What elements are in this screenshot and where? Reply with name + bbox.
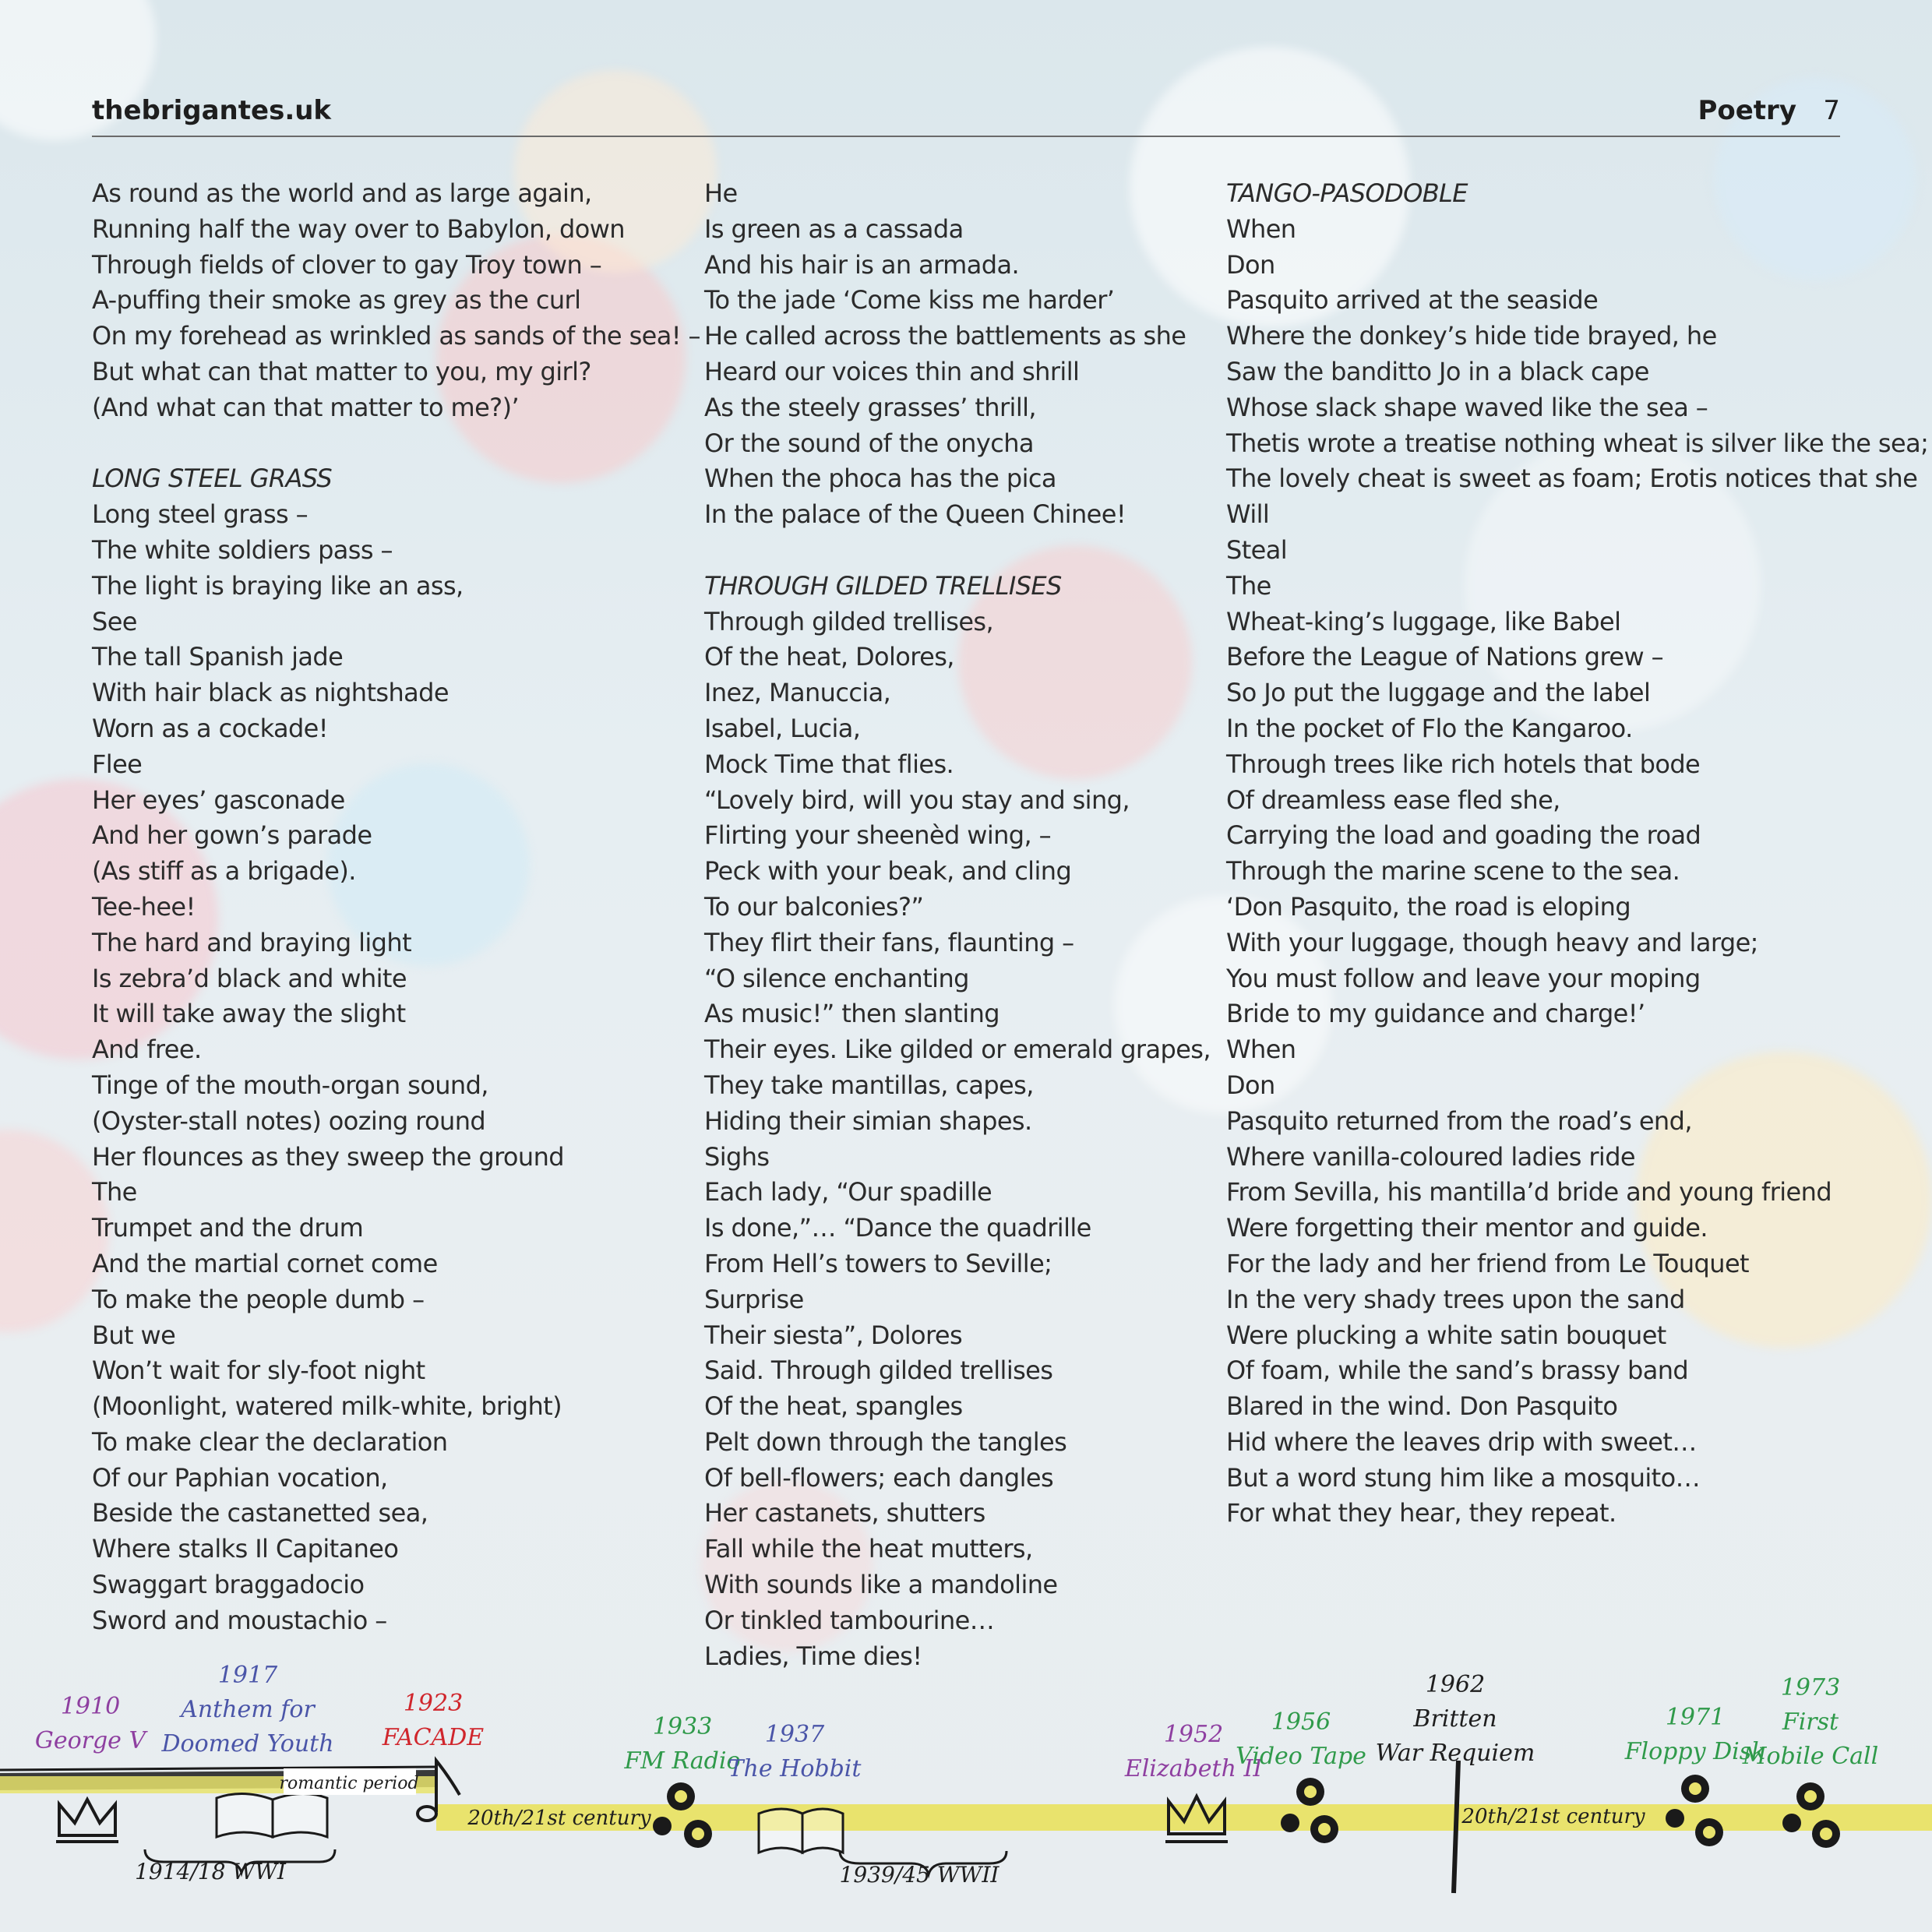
poem-line: Don [1226,249,1275,280]
poem-line: Is zebra’d black and white [92,963,407,993]
event-label-war-requiem: War Requiem [1375,1740,1535,1767]
poem-line: Long steel grass – [92,499,308,530]
poem-line: Through the marine scene to the sea. [1226,856,1680,887]
poem-line: Sword and moustachio – [92,1605,387,1635]
poem-line: Through gilded trellises, [704,606,994,636]
poem-line: Of the heat, spangles [704,1391,963,1422]
poem-line: Thetis wrote a treatise nothing wheat is silver like the sea; [1226,428,1929,458]
event-year-1956: 1956 [1271,1708,1331,1736]
poem-line: Where stalks Il Capitaneo [92,1534,399,1564]
poem-line: The tall Spanish jade [92,642,344,672]
site-name: thebrigantes.uk [92,95,332,126]
poem-line: Her eyes’ gasconade [92,784,345,815]
poem-line: To make clear the declaration [92,1426,448,1457]
poem-column-3 [1226,176,1928,1532]
event-label-mobile-call: Mobile Call [1742,1743,1879,1770]
poem-line: Isabel, Lucia, [704,713,861,743]
poem-line: It will take away the slight [92,999,406,1029]
poem-line: When [1226,1035,1296,1065]
poem-line: In the palace of the Queen Chinee! [704,499,1126,530]
poem-line: Surprise [704,1284,804,1314]
poem-line: Inez, Manuccia, [704,678,891,708]
poem-line: Before the League of Nations grew – [1226,642,1664,672]
poem-line: Bride to my guidance and charge!’ [1226,999,1645,1029]
poem-line: Whose slack shape waved like the sea – [1226,392,1708,422]
poem-line: The white soldiers pass – [92,534,393,565]
event-year-1923: 1923 [403,1690,464,1717]
page-header [92,92,1840,137]
poem-column-2 [704,176,1211,1674]
poem-line: Tinge of the mouth-organ sound, [92,1070,488,1100]
poem-line: Were plucking a white satin bouquet [1226,1320,1666,1350]
poem-line: “O silence enchanting [704,963,969,993]
event-label-the-hobbit: The Hobbit [728,1755,862,1782]
poem-line: Her castanets, shutters [704,1498,985,1528]
event-label-facade: FACADE [382,1724,485,1751]
poem-line: The lovely cheat is sweet as foam; Erotis notices that she [1226,464,1918,494]
period-century-2: 20th/21st century [1461,1805,1645,1828]
poem-line: And the martial cornet come [92,1248,438,1278]
event-year-1937: 1937 [764,1721,825,1748]
poem-line: So Jo put the luggage and the label [1226,678,1651,708]
poem-line: With hair black as nightshade [92,678,449,708]
poem-line: From Hell’s towers to Seville; [704,1248,1052,1278]
poem-line: Peck with your beak, and cling [704,856,1072,887]
poem-line: And his hair is an armada. [704,249,1020,280]
poem-line: With sounds like a mandoline [704,1570,1058,1600]
poem-line: In the very shady trees upon the sand [1226,1284,1685,1314]
event-label-first: First [1782,1708,1839,1736]
event-year-1917: 1917 [217,1662,278,1689]
page-number: 7 [1823,95,1840,126]
poem-line: Their siesta”, Dolores [704,1320,963,1350]
poem-line: As the steely grasses’ thrill, [704,392,1036,422]
poem-line: Fall while the heat mutters, [704,1534,1033,1564]
poem-line: Swaggart braggadocio [92,1570,365,1600]
poem-line: Through trees like rich hotels that bode [1226,749,1701,779]
poem-line: The light is braying like an ass, [92,570,464,601]
poem-line: You must follow and leave your moping [1226,963,1701,993]
event-label-fm-radio: FM Radio [624,1747,741,1775]
poem-line: Of our Paphian vocation, [92,1462,388,1493]
poem-line: Beside the castanetted sea, [92,1498,428,1528]
poem-line: Hid where the leaves drip with sweet… [1226,1426,1697,1457]
poem-line: The [92,1177,137,1208]
period-ww1: 1914/18 WWI [135,1859,286,1884]
event-label-floppy-disk: Floppy Disk [1624,1738,1766,1765]
poem-line: And her gown’s parade [92,820,372,851]
poem-line: Were forgetting their mentor and guide. [1226,1213,1708,1243]
event-label-britten: Britten [1413,1705,1497,1733]
poem-line: Their eyes. Like gilded or emerald grapes, [704,1035,1211,1065]
poem-line: On my forehead as wrinkled as sands of the sea! – [92,321,700,351]
event-year-1962: 1962 [1425,1671,1486,1698]
poem-line: Carrying the load and goading the road [1226,820,1701,851]
poem-line: Said. Through gilded trellises [704,1356,1053,1386]
poem-line: Where vanilla-coloured ladies ride [1226,1141,1636,1172]
poem-line: Hiding their simian shapes. [704,1105,1032,1136]
event-label-doomed-youth: Doomed Youth [161,1730,334,1757]
poem-line: Is done,”… “Dance the quadrille [704,1213,1091,1243]
poem-line: In the pocket of Flo the Kangaroo. [1226,713,1633,743]
poem-line: For what they hear, they repeat. [1226,1498,1616,1528]
poem-line: Trumpet and the drum [92,1213,364,1243]
poem-title: THROUGH GILDED TRELLISES [704,570,1062,601]
poem-line: With your luggage, though heavy and large; [1226,927,1758,957]
poem-line: When the phoca has the pica [704,464,1056,494]
poem-line: But a word stung him like a mosquito… [1226,1462,1700,1493]
poem-line: (As stiff as a brigade). [92,856,356,887]
poem-line: A-puffing their smoke as grey as the curl [92,285,581,316]
poem-line: Of dreamless ease fled she, [1226,784,1560,815]
timeline [0,1652,1932,1932]
poem-line: ‘Don Pasquito, the road is eloping [1226,891,1631,922]
poem-line: To the jade ‘Come kiss me harder’ [704,285,1115,316]
poem-line: Saw the banditto Jo in a black cape [1226,356,1649,386]
poem-line: As music!” then slanting [704,999,999,1029]
poem-line: Mock Time that flies. [704,749,954,779]
event-year-1973: 1973 [1780,1674,1841,1701]
poem-line: For the lady and her friend from Le Touquet [1226,1248,1749,1278]
poem-line: And free. [92,1035,202,1065]
poem-line: Blared in the wind. Don Pasquito [1226,1391,1618,1422]
poem-line: When [1226,213,1296,244]
poem-line: He called across the battlements as she [704,321,1186,351]
poem-line: To make the people dumb – [92,1284,425,1314]
poem-line: (Moonlight, watered milk-white, bright) [92,1391,562,1422]
poem-line: Her flounces as they sweep the ground [92,1141,564,1172]
poem-line: Worn as a cockade! [92,713,328,743]
poem-line: Each lady, “Our spadille [704,1177,992,1208]
poem-title: TANGO-PASODOBLE [1226,178,1468,208]
poem-column-1 [92,176,700,1639]
poem-line: Or tinkled tambourine… [704,1605,995,1635]
poem-line: Of bell-flowers; each dangles [704,1462,1054,1493]
crown-icon [56,1800,118,1842]
poem-line: To our balconies?” [704,891,924,922]
section-title: Poetry [1698,95,1796,126]
poem-line: Won’t wait for sly-foot night [92,1356,425,1386]
poem-line: But we [92,1320,176,1350]
poem-line: (And what can that matter to me?)’ [92,392,520,422]
poem-line: Or the sound of the onycha [704,428,1034,458]
poem-line: Through fields of clover to gay Troy town – [92,249,602,280]
book-icon [217,1793,327,1837]
poem-line: Running half the way over to Babylon, down [92,213,625,244]
poem-line: But what can that matter to you, my girl? [92,356,591,386]
poem-line: Wheat-king’s luggage, like Babel [1226,606,1621,636]
poem-line: Flirting your sheenèd wing, – [704,820,1052,851]
stanza-break [704,533,1211,569]
poem-line: Ladies, Time dies! [704,1641,922,1671]
poem-line: Will [1226,499,1270,530]
event-label-george-v: George V [34,1727,146,1754]
poem-line: Of the heat, Dolores, [704,642,954,672]
poem-line: Don [1226,1070,1275,1100]
event-year-1910: 1910 [60,1693,121,1720]
stanza-break [92,426,700,462]
poem-line: As round as the world and as large again, [92,178,592,208]
book-icon [759,1809,843,1853]
period-ww2: 1939/45 WWII [839,1862,999,1888]
poem-line: They flirt their fans, flaunting – [704,927,1074,957]
baton-icon [1454,1761,1458,1893]
poem-line: (Oyster-stall notes) oozing round [92,1105,486,1136]
poem-line: The hard and braying light [92,927,412,957]
event-label-elizabeth-ii: Elizabeth II [1124,1755,1263,1782]
poem-line: “Lovely bird, will you stay and sing, [704,784,1130,815]
event-label-video-tape: Video Tape [1236,1743,1366,1770]
poem-line: From Sevilla, his mantilla’d bride and young friend [1226,1177,1832,1208]
poem-line: Of foam, while the sand’s brassy band [1226,1356,1689,1386]
poem-title: LONG STEEL GRASS [92,464,333,494]
event-year-1933: 1933 [652,1713,713,1740]
poem-line: See [92,606,137,636]
poem-line: Steal [1226,534,1288,565]
poem-line: Where the donkey’s hide tide brayed, he [1226,321,1717,351]
poem-line: Is green as a cassada [704,213,964,244]
period-romantic: romantic period [279,1774,419,1793]
event-label-anthem: Anthem for [181,1696,315,1723]
event-year-1952: 1952 [1163,1721,1224,1748]
poem-line: Pelt down through the tangles [704,1426,1067,1457]
period-century-1: 20th/21st century [467,1807,651,1830]
poem-line: He [704,178,738,208]
event-year-1971: 1971 [1665,1704,1726,1731]
poem-line: Flee [92,749,143,779]
poem-line: They take mantillas, capes, [704,1070,1034,1100]
poem-line: Sighs [704,1141,770,1172]
poem-line: Pasquito returned from the road’s end, [1226,1105,1692,1136]
poem-line: The [1226,570,1271,601]
poem-line: Heard our voices thin and shrill [704,356,1080,386]
poem-line: Tee-hee! [92,891,196,922]
poem-line: Pasquito arrived at the seaside [1226,285,1599,316]
